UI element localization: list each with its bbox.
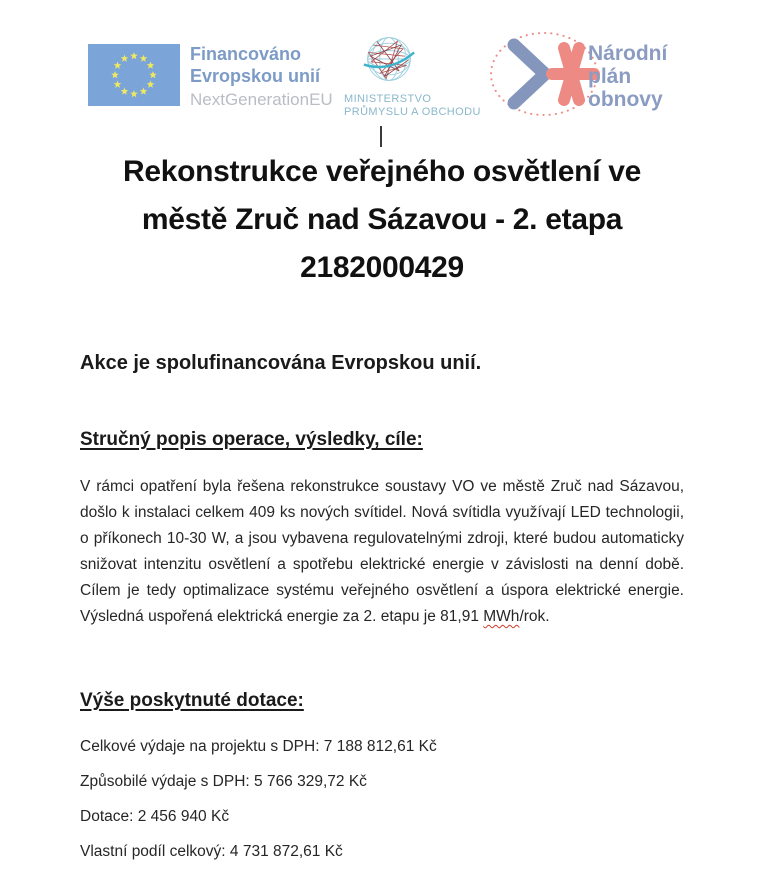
ministry-logo xyxy=(344,32,494,119)
eu-funding-line1: Financováno xyxy=(190,44,302,64)
text-cursor-caret xyxy=(380,126,382,147)
description-text-part1: V rámci opatření byla řešena rekonstrukce soustavy VO ve městě Zruč nad Sázavou, došlo k instalaci celkem 409 ks nových svítidel. Nová svítidla využívají LED technologii, o příkonech 10-30 W, a jsou vybavena regulovatelnými zdroji, které budou automaticky snižovat intenzitu osvětlení a spotřebu elektrické energie v závislosti na denní době. Cílem je tedy optimalizace systému veřejného osvětlení a úspora elektrické energie. Výsledná uspořená elektrická energie za 2. etapu je 81,91 xyxy=(80,478,684,625)
description-section-heading: Stručný popis operace, výsledky, cíle: xyxy=(80,429,423,450)
grants-section-heading: Výše poskytnuté dotace: xyxy=(80,690,304,711)
eu-flag-logo xyxy=(88,44,180,111)
npo-label xyxy=(588,42,667,111)
page-title-line3: 2182000429 xyxy=(300,251,464,284)
page-title-line1: Rekonstrukce veřejného osvětlení ve xyxy=(122,155,642,188)
grant-eligible-expenses: Způsobilé výdaje s DPH: 5 766 329,72 Kč xyxy=(80,773,367,790)
npo-label-line3: obnovy xyxy=(588,88,663,111)
ministry-label-line2: PRŮMYSLU A OBCHODU xyxy=(344,106,481,118)
page-title xyxy=(80,148,684,292)
cofinance-note: Akce je spolufinancována Evropskou unií. xyxy=(80,352,482,374)
ministry-label xyxy=(344,93,494,119)
npo-chevron-asterisk-icon xyxy=(486,26,604,127)
grant-total-expenses: Celkové výdaje na projektu s DPH: 7 188 812,61 Kč xyxy=(80,738,437,755)
document-content xyxy=(80,148,684,860)
npo-label-line2: plán xyxy=(588,65,632,88)
funding-logos-header xyxy=(0,0,764,130)
eu-funding-line3: NextGenerationEU xyxy=(190,90,333,109)
ministry-label-line1: MINISTERSTVO xyxy=(344,93,432,105)
page-title-line2: městě Zruč nad Sázavou - 2. etapa xyxy=(141,203,623,236)
eu-funding-line2: Evropskou unií xyxy=(190,66,321,86)
eu-flag-icon xyxy=(88,44,180,106)
grant-subsidy-amount: Dotace: 2 456 940 Kč xyxy=(80,808,230,825)
spellcheck-underlined-word: MWh xyxy=(483,608,520,625)
national-recovery-plan-logo xyxy=(486,26,696,122)
description-text-part2: /rok. xyxy=(519,608,550,625)
description-paragraph xyxy=(80,474,684,630)
globe-wireframe-icon xyxy=(350,32,428,86)
npo-label-line1: Národní xyxy=(588,42,668,65)
grant-own-share: Vlastní podíl celkový: 4 731 872,61 Kč xyxy=(80,843,343,860)
eu-funding-label xyxy=(190,43,333,111)
